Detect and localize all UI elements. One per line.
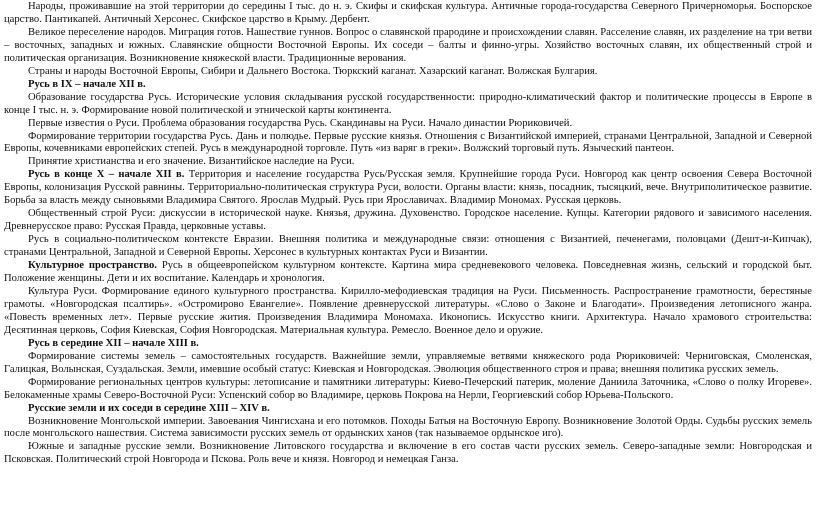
paragraph-text: Русь в общеевропейском культурном контексте. Картина мира средневекового человека. Повседневная жизнь, сельский и городской быт. Положение женщины. Дети и их воспитание. Календарь и хронология. [4, 260, 812, 285]
paragraph-great-migration: Великое переселение народов. Миграция готов. Нашествие гуннов. Вопрос о славянской прародине и происхождении славян. Расселение славян, их разделение на три ветви – восточных, западных и южных. Славянские общности Восточной Европы. Их соседи – балты и финно-угры. Хозяйство восточных славян, их общественный строй и политическая организация. Возникновение княжеской власти. Традиционные верования. [4, 26, 812, 64]
paragraph-text: Территория и население государства Русь/Русская земля. Крупнейшие города Руси. Новгород как центр освоения Севера Восточной Европы, колонизация Русской равнины. Территориально-политическая структура Руси, волости. Органы власти: князь, посадник, тысяцкий, вече. Внутриполитическое развитие. Борьба за власть между сыновьями Владимира Святого. Ярослав Мудрый. Русь при Ярославичах. Владимир Мономах. Русская церковь. [4, 169, 812, 207]
paragraph-first-mentions: Первые известия о Руси. Проблема образования государства Русь. Скандинавы на Руси. Начало династии Рюриковичей. [28, 117, 573, 129]
paragraph-culture-of-rus: Культура Руси. Формирование единого культурного пространства. Кирилло-мефодиевская традиция на Руси. Письменность. Распространение грамотности, берестяные грамоты. «Новгородская псалтирь». «Остромирово Евангелие». Появление древнерусской литературы. «Слово о Законе и Благодати». Произведения летописного жанра. «Повесть временных лет». Первые русские жития. Произведения Владимира Мономаха. Иконопись. Искусство книги. Архитектура. Начало храмового строительства: Десятинная церковь, София Киевская, София Новгородская. Материальная культура. Ремесло. Военное дело и оружие. [4, 285, 812, 336]
paragraph-eurasian-context: Русь в социально-политическом контексте Евразии. Внешняя политика и международные связи: отношения с Византией, печенегами, половцами (Дешт-и-Кипчак), странами Центральной, Западной и Северной Европы. Херсонес в культурных контактах Руси и Византии. [4, 234, 812, 259]
paragraph-christianization: Принятие христианства и его значение. Византийское наследие на Руси. [28, 156, 355, 168]
paragraph-social-structure: Общественный строй Руси: дискуссии в исторической науке. Князья, дружина. Духовенство. Городское население. Купцы. Категории рядового и зависимого населения. Древнерусское право: Русская Правда, церковные уставы. [4, 208, 812, 233]
paragraph-territory-formation: Формирование территории государства Русь. Дань и полюдье. Первые русские князья. Отношения с Византийской империей, странами Центральной, Западной и Северной Европы, кочевниками европейских степей. Русь в международной торговле. Путь «из варяг в греки». Волжский торговый путь. Языческий пантеон. [4, 130, 812, 155]
paragraph-state-formation: Образование государства Русь. Исторические условия складывания русской государственности: природно-климатический фактор и политические процессы в Европе в конце I тыс. н. э. Формирование новой политической и этнической карты континента. [4, 91, 812, 116]
paragraph-regional-culture: Формирование региональных центров культуры: летописание и памятники литературы: Киево-Печерский патерик, моление Даниила Заточника, «Слово о полку Игореве». Белокаменные храмы Северо-Восточной Руси: Успенский собор во Владимире, церковь Покрова на Нерли, Георгиевский собор Юрьева-Польского. [4, 376, 812, 401]
paragraph-mongol-empire: Возникновение Монгольской империи. Завоевания Чингисхана и его потомков. Походы Батыя на Восточную Европу. Возникновение Золотой Орды. Судьбы русских земель после монгольского нашествия. Система зависимости русских земель от ордынских ханов (так называемое ордынское иго). [4, 415, 812, 440]
paragraph-cultural-space [4, 260, 812, 286]
inline-heading-rus-late-10-12: Русь в конце X – начале XII в. [28, 169, 185, 181]
paragraph-rus-late-10-12 [4, 169, 812, 208]
paragraph-peoples-of-eastern-europe: Страны и народы Восточной Европы, Сибири и Дальнего Востока. Тюркский каганат. Хазарский каганат. Волжская Булгария. [28, 65, 598, 77]
paragraph-south-west-lands: Южные и западные русские земли. Возникновение Литовского государства и включение в его состав части русских земель. Северо-западные земли: Новгородская и Псковская. Политический строй Новгорода и Пскова. Роль вече и князя. Новгород и немецкая Ганза. [4, 441, 812, 466]
inline-heading-cultural-space: Культурное пространство. [28, 260, 157, 272]
section-heading-russian-lands-13-14: Русские земли и их соседи в середине XIII – XIV в. [28, 402, 270, 414]
section-heading-rus-mid-12-13: Русь в середине XII – начале XIII в. [28, 337, 199, 349]
section-heading-rus-9-12: Русь в IX – начале XII в. [28, 78, 146, 90]
paragraph-ancient-peoples: Народы, проживавшие на этой территории до середины I тыс. до н. э. Скифы и скифская культура. Античные города-государства Северного Причерноморья. Боспорское царство. Пантикапей. Античный Херсонес. Скифское царство в Крыму. Дербент. [4, 1, 812, 25]
paragraph-land-system: Формирование системы земель – самостоятельных государств. Важнейшие земли, управляемые ветвями княжеского рода Рюриковичей: Черниговская, Смоленская, Галицкая, Волынская, Суздальская. Земли, имевшие особый статус: Киевская и Новгородская. Эволюция общественного строя и права; внешняя политика русских земель. [4, 350, 812, 375]
